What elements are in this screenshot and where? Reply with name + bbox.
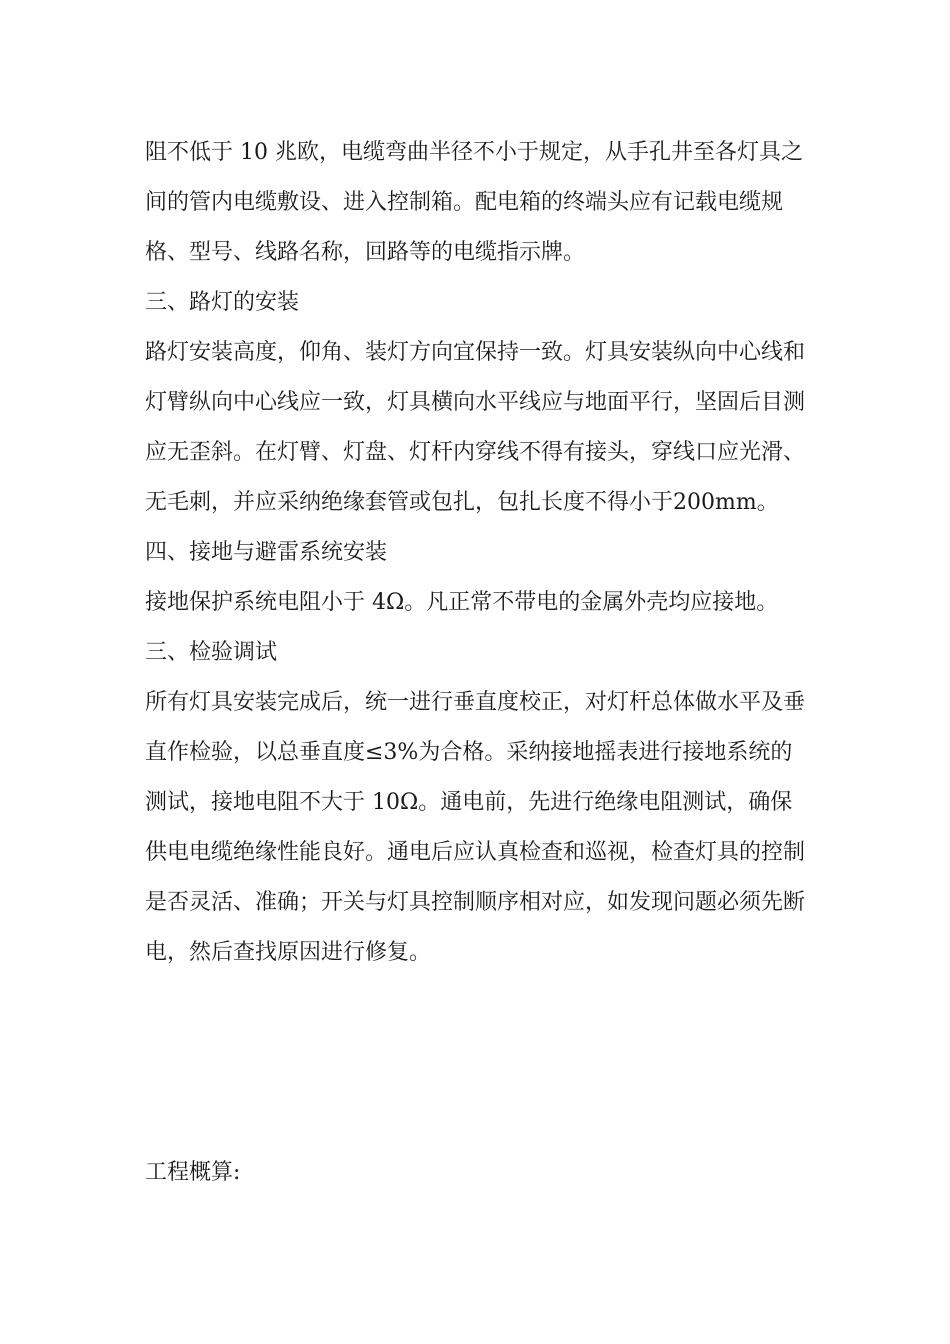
paragraph-grounding: 接地保护系统电阻小于 4Ω。凡正常不带电的金属外壳均应接地。 — [145, 590, 779, 615]
section-heading-street-light-installation: 三、路灯的安装 — [145, 290, 300, 315]
paragraph-street-light-installation: 路灯安装高度，仰角、装灯方向宜保持一致。灯具安装纵向中心线和灯臂纵向中心线应一致，灯具横向水平线应与地面平行，坚固后目测应无歪斜。在灯臂、灯盘、灯杆内穿线不得有接头，穿线口应光滑、无毛刺，并应采纳绝缘套管或包扎，包扎长度不得小于200mm。 — [145, 340, 806, 515]
document-body — [145, 128, 810, 978]
project-estimate-label: 工程概算: — [145, 1160, 241, 1185]
paragraph-inspection-testing: 所有灯具安装完成后，统一进行垂直度校正，对灯杆总体做水平及垂直作检验，以总垂直度≤3%为合格。采纳接地摇表进行接地系统的测试，接地电阻不大于 10Ω。通电前，先进行绝缘电阻测试，确保供电电缆绝缘性能良好。通电后应认真检查和巡视，检查灯具的控制是否灵活、准确；开关与灯具控制顺序相对应，如发现问题必须先断电，然后查找原因进行修复。 — [145, 690, 806, 965]
section-heading-inspection-testing: 三、检验调试 — [145, 640, 278, 665]
paragraph-cable-laying: 阻不低于 10 兆欧，电缆弯曲半径不小于规定，从手孔井至各灯具之间的管内电缆敷设、进入控制箱。配电箱的终端头应有记载电缆规格、型号、线路名称，回路等的电缆指示牌。 — [145, 140, 803, 265]
section-heading-grounding-lightning: 四、接地与避雷系统安装 — [145, 540, 388, 565]
